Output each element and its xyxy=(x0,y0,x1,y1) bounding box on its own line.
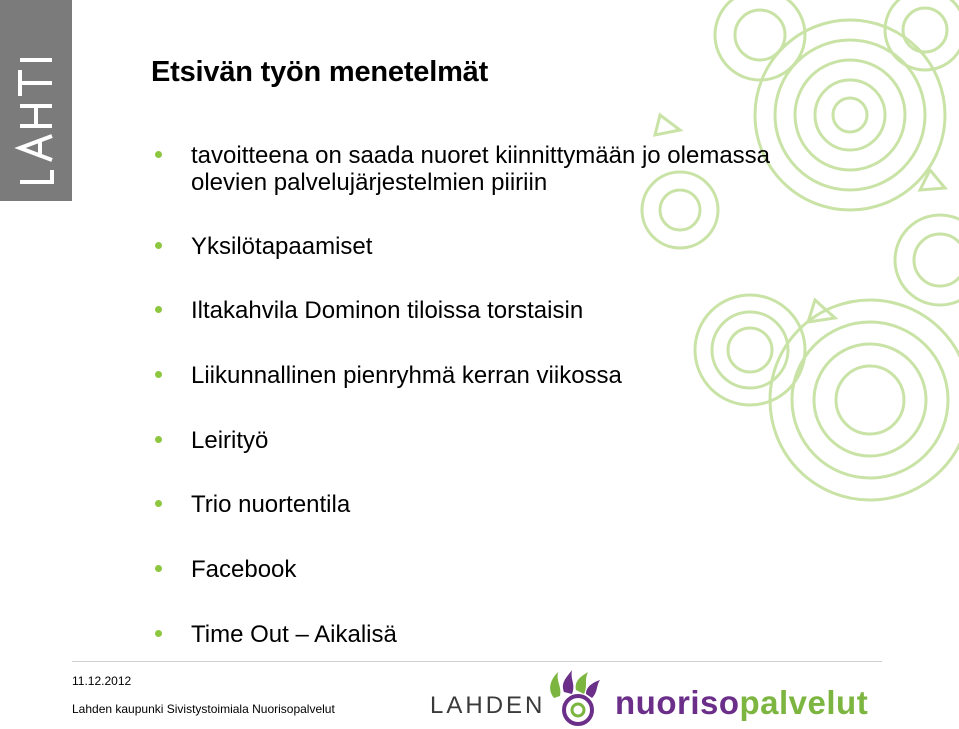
bullet-dot-icon xyxy=(155,151,162,158)
bullet-dot-icon xyxy=(155,565,162,572)
decorative-circles xyxy=(640,0,959,520)
bullet-text: Liikunnallinen pienryhmä kerran viikossa xyxy=(191,362,622,389)
footer-organization: Lahden kaupunki Sivistystoimiala Nuorisopalvelut xyxy=(72,702,335,716)
bullet-text: tavoitteena on saada nuoret kiinnittymään jo olemassa olevien palvelujärjestelmien piiriin xyxy=(191,142,771,196)
brand-city: LAHDEN xyxy=(430,692,546,719)
brand-name-part2: palvelut xyxy=(739,684,869,721)
bullet-dot-icon xyxy=(155,500,162,507)
bullet-dot-icon xyxy=(155,436,162,443)
slide-title: Etsivän työn menetelmät xyxy=(151,56,489,88)
lahti-logo-text: LAHTI xyxy=(0,0,3,1)
nuorisopalvelut-logo-icon xyxy=(540,668,612,726)
brand-name-part1: nuoriso xyxy=(615,684,740,721)
bullet-text: Leirityö xyxy=(191,427,269,454)
brand-name xyxy=(615,684,868,722)
bullet-dot-icon xyxy=(155,630,162,637)
footer-date: 11.12.2012 xyxy=(72,674,132,688)
bullet-dot-icon xyxy=(155,306,162,313)
lahti-logo xyxy=(0,0,72,201)
footer-divider xyxy=(72,661,882,662)
bullet-dot-icon xyxy=(155,371,162,378)
bullet-text: Iltakahvila Dominon tiloissa torstaisin xyxy=(191,297,584,324)
bullet-text: Yksilötapaamiset xyxy=(191,233,373,260)
bullet-dot-icon xyxy=(155,242,162,249)
bullet-text: Trio nuortentila xyxy=(191,491,351,518)
lahti-sidebar xyxy=(0,0,72,201)
bullet-text: Time Out – Aikalisä xyxy=(191,621,397,648)
bullet-text: Facebook xyxy=(191,556,297,583)
